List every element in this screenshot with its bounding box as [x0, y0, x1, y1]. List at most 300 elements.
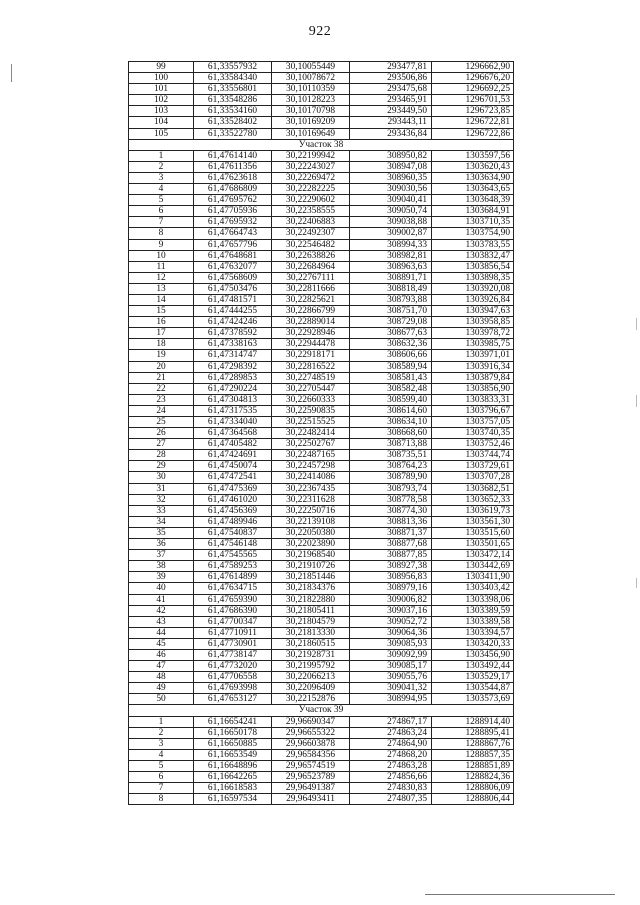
latitude-cell: 61,33528402	[194, 117, 272, 128]
longitude-cell: 30,22414086	[272, 472, 350, 483]
coord-y-cell: 1303456,90	[432, 649, 514, 660]
latitude-cell: 61,47623618	[194, 172, 272, 183]
longitude-cell: 30,22358555	[272, 206, 350, 217]
coord-x-cell: 308793,74	[350, 483, 432, 494]
latitude-cell: 61,47545565	[194, 550, 272, 561]
longitude-cell: 30,22139108	[272, 516, 350, 527]
table-row	[129, 539, 514, 550]
table-row	[129, 672, 514, 683]
latitude-cell: 61,47738147	[194, 649, 272, 660]
point-number-cell: 17	[129, 328, 194, 339]
longitude-cell: 30,21851446	[272, 572, 350, 583]
latitude-cell: 61,47289853	[194, 372, 272, 383]
latitude-cell: 61,47450074	[194, 461, 272, 472]
table-row	[129, 727, 514, 738]
coord-x-cell: 308614,60	[350, 405, 432, 416]
coord-y-cell: 1303544,87	[432, 683, 514, 694]
point-number-cell: 29	[129, 461, 194, 472]
point-number-cell: 49	[129, 683, 194, 694]
coord-y-cell: 1303515,60	[432, 527, 514, 538]
longitude-cell: 30,22811666	[272, 283, 350, 294]
point-number-cell: 104	[129, 117, 194, 128]
table-row	[129, 339, 514, 350]
longitude-cell: 30,22406883	[272, 217, 350, 228]
point-number-cell: 24	[129, 405, 194, 416]
latitude-cell: 61,47424246	[194, 317, 272, 328]
longitude-cell: 30,22889014	[272, 317, 350, 328]
coordinates-table-container	[128, 61, 513, 805]
point-number-cell: 48	[129, 672, 194, 683]
coord-y-cell: 1296723,85	[432, 106, 514, 117]
coord-y-cell: 1296722,81	[432, 117, 514, 128]
coord-y-cell: 1303879,84	[432, 372, 514, 383]
coord-y-cell: 1303648,39	[432, 195, 514, 206]
coord-x-cell: 308599,40	[350, 394, 432, 405]
coord-y-cell: 1303389,59	[432, 605, 514, 616]
table-row	[129, 561, 514, 572]
longitude-cell: 30,22023890	[272, 539, 350, 550]
longitude-cell: 30,22152876	[272, 694, 350, 705]
coord-y-cell: 1303398,06	[432, 594, 514, 605]
coord-y-cell: 1303573,69	[432, 694, 514, 705]
coord-y-cell: 1303744,74	[432, 450, 514, 461]
coord-y-cell: 1303740,35	[432, 428, 514, 439]
coord-x-cell: 274863,24	[350, 727, 432, 738]
longitude-cell: 30,22767111	[272, 272, 350, 283]
coordinates-table-body	[129, 62, 514, 805]
longitude-cell: 30,22311628	[272, 494, 350, 505]
longitude-cell: 30,22096409	[272, 683, 350, 694]
table-row	[129, 439, 514, 450]
point-number-cell: 26	[129, 428, 194, 439]
table-row	[129, 516, 514, 527]
latitude-cell: 61,47475369	[194, 483, 272, 494]
coord-x-cell: 308877,85	[350, 550, 432, 561]
table-row	[129, 683, 514, 694]
longitude-cell: 29,96523789	[272, 772, 350, 783]
latitude-cell: 61,16653549	[194, 749, 272, 760]
coord-x-cell: 309064,36	[350, 627, 432, 638]
coord-y-cell: 1303620,43	[432, 161, 514, 172]
longitude-cell: 30,10128223	[272, 95, 350, 106]
table-row	[129, 428, 514, 439]
coord-y-cell: 1296662,90	[432, 62, 514, 73]
latitude-cell: 61,33534160	[194, 106, 272, 117]
table-row	[129, 461, 514, 472]
table-row	[129, 128, 514, 139]
longitude-cell: 30,22944478	[272, 339, 350, 350]
table-row	[129, 328, 514, 339]
coord-x-cell: 309050,74	[350, 206, 432, 217]
coord-x-cell: 308735,51	[350, 450, 432, 461]
point-number-cell: 40	[129, 583, 194, 594]
longitude-cell: 30,22825621	[272, 294, 350, 305]
table-row	[129, 117, 514, 128]
longitude-cell: 30,21804579	[272, 616, 350, 627]
coord-y-cell: 1288806,09	[432, 783, 514, 794]
point-number-cell: 33	[129, 505, 194, 516]
latitude-cell: 61,47705936	[194, 206, 272, 217]
coord-y-cell: 1288895,41	[432, 727, 514, 738]
table-row	[129, 172, 514, 183]
table-row	[129, 350, 514, 361]
latitude-cell: 61,47290224	[194, 383, 272, 394]
table-row	[129, 106, 514, 117]
latitude-cell: 61,47568609	[194, 272, 272, 283]
coord-y-cell: 1303985,75	[432, 339, 514, 350]
table-row	[129, 605, 514, 616]
coord-x-cell: 274868,20	[350, 749, 432, 760]
coord-y-cell: 1303947,63	[432, 306, 514, 317]
latitude-cell: 61,47648681	[194, 250, 272, 261]
coord-x-cell: 308818,49	[350, 283, 432, 294]
coord-x-cell: 309006,82	[350, 594, 432, 605]
latitude-cell: 61,47424691	[194, 450, 272, 461]
table-row	[129, 250, 514, 261]
point-number-cell: 18	[129, 339, 194, 350]
coord-x-cell: 274867,17	[350, 716, 432, 727]
point-number-cell: 4	[129, 184, 194, 195]
latitude-cell: 61,16618583	[194, 783, 272, 794]
latitude-cell: 61,47632077	[194, 261, 272, 272]
longitude-cell: 30,22050380	[272, 527, 350, 538]
point-number-cell: 34	[129, 516, 194, 527]
point-number-cell: 31	[129, 483, 194, 494]
coord-x-cell: 308677,63	[350, 328, 432, 339]
table-row	[129, 294, 514, 305]
coord-x-cell: 308947,08	[350, 161, 432, 172]
latitude-cell: 61,16654241	[194, 716, 272, 727]
coord-y-cell: 1303926,84	[432, 294, 514, 305]
point-number-cell: 3	[129, 738, 194, 749]
longitude-cell: 30,22243027	[272, 161, 350, 172]
longitude-cell: 29,96603878	[272, 738, 350, 749]
coord-y-cell: 1303682,51	[432, 483, 514, 494]
coord-y-cell: 1303420,33	[432, 638, 514, 649]
coordinates-table	[128, 61, 514, 805]
coord-y-cell: 1303754,90	[432, 228, 514, 239]
latitude-cell: 61,33557932	[194, 62, 272, 73]
longitude-cell: 30,22199942	[272, 150, 350, 161]
point-number-cell: 2	[129, 727, 194, 738]
coord-x-cell: 274864,90	[350, 738, 432, 749]
latitude-cell: 61,47304813	[194, 394, 272, 405]
latitude-cell: 61,33522780	[194, 128, 272, 139]
latitude-cell: 61,16642265	[194, 772, 272, 783]
point-number-cell: 3	[129, 172, 194, 183]
coord-y-cell: 1303916,34	[432, 361, 514, 372]
latitude-cell: 61,47664743	[194, 228, 272, 239]
longitude-cell: 30,22269472	[272, 172, 350, 183]
latitude-cell: 61,33556801	[194, 84, 272, 95]
longitude-cell: 30,22515525	[272, 417, 350, 428]
latitude-cell: 61,47314747	[194, 350, 272, 361]
point-number-cell: 16	[129, 317, 194, 328]
coord-x-cell: 308751,70	[350, 306, 432, 317]
table-row	[129, 317, 514, 328]
longitude-cell: 30,22918171	[272, 350, 350, 361]
scan-artifact-mark	[11, 64, 12, 82]
coord-y-cell: 1303729,61	[432, 461, 514, 472]
table-row	[129, 505, 514, 516]
coord-x-cell: 308982,81	[350, 250, 432, 261]
coord-y-cell: 1303796,67	[432, 405, 514, 416]
coord-y-cell: 1303597,56	[432, 150, 514, 161]
table-row	[129, 494, 514, 505]
coord-x-cell: 293449,50	[350, 106, 432, 117]
coord-y-cell: 1288824,36	[432, 772, 514, 783]
table-row	[129, 150, 514, 161]
coord-x-cell: 308927,38	[350, 561, 432, 572]
point-number-cell: 14	[129, 294, 194, 305]
latitude-cell: 61,47298392	[194, 361, 272, 372]
coord-x-cell: 309052,72	[350, 616, 432, 627]
coord-y-cell: 1296692,25	[432, 84, 514, 95]
coord-x-cell: 308960,35	[350, 172, 432, 183]
latitude-cell: 61,47472541	[194, 472, 272, 483]
latitude-cell: 61,16648896	[194, 760, 272, 771]
longitude-cell: 29,96655322	[272, 727, 350, 738]
longitude-cell: 29,96690347	[272, 716, 350, 727]
latitude-cell: 61,47700347	[194, 616, 272, 627]
longitude-cell: 30,22660333	[272, 394, 350, 405]
latitude-cell: 61,47317535	[194, 405, 272, 416]
longitude-cell: 30,10169209	[272, 117, 350, 128]
latitude-cell: 61,47444255	[194, 306, 272, 317]
coord-y-cell: 1303411,90	[432, 572, 514, 583]
point-number-cell: 100	[129, 73, 194, 84]
table-row	[129, 62, 514, 73]
longitude-cell: 30,21834376	[272, 583, 350, 594]
latitude-cell: 61,47695932	[194, 217, 272, 228]
coord-x-cell: 309085,17	[350, 661, 432, 672]
table-row	[129, 694, 514, 705]
coord-x-cell: 309092,99	[350, 649, 432, 660]
longitude-cell: 30,10110359	[272, 84, 350, 95]
longitude-cell: 30,22866799	[272, 306, 350, 317]
latitude-cell: 61,16650178	[194, 727, 272, 738]
coord-x-cell: 309038,88	[350, 217, 432, 228]
point-number-cell: 2	[129, 161, 194, 172]
latitude-cell: 61,47589253	[194, 561, 272, 572]
table-row	[129, 161, 514, 172]
longitude-cell: 30,22457298	[272, 461, 350, 472]
table-row	[129, 239, 514, 250]
longitude-cell: 30,10170798	[272, 106, 350, 117]
longitude-cell: 30,21813330	[272, 627, 350, 638]
latitude-cell: 61,16597534	[194, 794, 272, 805]
table-row	[129, 472, 514, 483]
coord-x-cell: 308713,88	[350, 439, 432, 450]
table-row	[129, 738, 514, 749]
point-number-cell: 45	[129, 638, 194, 649]
point-number-cell: 41	[129, 594, 194, 605]
coord-x-cell: 308589,94	[350, 361, 432, 372]
point-number-cell: 30	[129, 472, 194, 483]
longitude-cell: 29,96491387	[272, 783, 350, 794]
table-row	[129, 483, 514, 494]
longitude-cell: 30,21995792	[272, 661, 350, 672]
table-row	[129, 638, 514, 649]
table-row	[129, 394, 514, 405]
coord-y-cell: 1288857,35	[432, 749, 514, 760]
point-number-cell: 35	[129, 527, 194, 538]
coord-x-cell: 274856,66	[350, 772, 432, 783]
coord-x-cell: 308581,43	[350, 372, 432, 383]
coord-y-cell: 1288867,76	[432, 738, 514, 749]
latitude-cell: 61,47338163	[194, 339, 272, 350]
coord-y-cell: 1303394,57	[432, 627, 514, 638]
coord-x-cell: 308634,10	[350, 417, 432, 428]
coord-y-cell: 1303389,58	[432, 616, 514, 627]
scan-edge-mark	[636, 578, 637, 588]
table-row	[129, 783, 514, 794]
longitude-cell: 30,21968540	[272, 550, 350, 561]
coord-x-cell: 308871,37	[350, 527, 432, 538]
coord-y-cell: 1303783,55	[432, 239, 514, 250]
longitude-cell: 30,22482414	[272, 428, 350, 439]
coord-y-cell: 1303472,14	[432, 550, 514, 561]
table-row	[129, 195, 514, 206]
coord-y-cell: 1303652,33	[432, 494, 514, 505]
longitude-cell: 30,10055449	[272, 62, 350, 73]
table-row	[129, 716, 514, 727]
coord-y-cell: 1288851,89	[432, 760, 514, 771]
coord-y-cell: 1303501,65	[432, 539, 514, 550]
point-number-cell: 99	[129, 62, 194, 73]
coord-x-cell: 308668,60	[350, 428, 432, 439]
scan-edge-mark	[636, 395, 637, 407]
point-number-cell: 23	[129, 394, 194, 405]
table-row	[129, 283, 514, 294]
point-number-cell: 103	[129, 106, 194, 117]
table-row	[129, 306, 514, 317]
longitude-cell: 30,21805411	[272, 605, 350, 616]
coord-x-cell: 308789,90	[350, 472, 432, 483]
coord-x-cell: 308994,95	[350, 694, 432, 705]
coord-x-cell: 309002,87	[350, 228, 432, 239]
page-number: 922	[308, 24, 332, 39]
coord-y-cell: 1303898,35	[432, 272, 514, 283]
coord-y-cell: 1303492,44	[432, 661, 514, 672]
longitude-cell: 30,22282225	[272, 184, 350, 195]
table-row	[129, 272, 514, 283]
table-row	[129, 405, 514, 416]
point-number-cell: 47	[129, 661, 194, 672]
coord-x-cell: 308582,48	[350, 383, 432, 394]
point-number-cell: 28	[129, 450, 194, 461]
point-number-cell: 19	[129, 350, 194, 361]
latitude-cell: 61,47503476	[194, 283, 272, 294]
longitude-cell: 30,22748519	[272, 372, 350, 383]
latitude-cell: 61,47489946	[194, 516, 272, 527]
longitude-cell: 30,22066213	[272, 672, 350, 683]
point-number-cell: 7	[129, 783, 194, 794]
table-row	[129, 450, 514, 461]
table-row	[129, 661, 514, 672]
coord-x-cell: 308764,23	[350, 461, 432, 472]
longitude-cell: 30,22250716	[272, 505, 350, 516]
point-number-cell: 10	[129, 250, 194, 261]
coord-y-cell: 1303442,69	[432, 561, 514, 572]
coord-x-cell: 308979,16	[350, 583, 432, 594]
longitude-cell: 30,22367435	[272, 483, 350, 494]
coord-y-cell: 1303971,01	[432, 350, 514, 361]
coord-x-cell: 293443,11	[350, 117, 432, 128]
coord-y-cell: 1303529,17	[432, 672, 514, 683]
point-number-cell: 21	[129, 372, 194, 383]
coord-x-cell: 308793,88	[350, 294, 432, 305]
coord-x-cell: 308774,30	[350, 505, 432, 516]
section-title: Участок 38	[129, 139, 514, 150]
latitude-cell: 61,47405482	[194, 439, 272, 450]
latitude-cell: 61,33548286	[194, 95, 272, 106]
coord-x-cell: 309085,93	[350, 638, 432, 649]
table-row	[129, 794, 514, 805]
table-row	[129, 550, 514, 561]
coord-x-cell: 308963,63	[350, 261, 432, 272]
latitude-cell: 61,47334040	[194, 417, 272, 428]
coord-x-cell: 308632,36	[350, 339, 432, 350]
latitude-cell: 61,47686390	[194, 605, 272, 616]
table-row	[129, 572, 514, 583]
point-number-cell: 7	[129, 217, 194, 228]
longitude-cell: 29,96574519	[272, 760, 350, 771]
point-number-cell: 42	[129, 605, 194, 616]
coord-y-cell: 1303403,42	[432, 583, 514, 594]
coord-y-cell: 1303856,54	[432, 261, 514, 272]
table-row	[129, 760, 514, 771]
latitude-cell: 61,47461020	[194, 494, 272, 505]
coord-x-cell: 308729,08	[350, 317, 432, 328]
latitude-cell: 61,47657796	[194, 239, 272, 250]
latitude-cell: 61,47540837	[194, 527, 272, 538]
coord-y-cell: 1303710,35	[432, 217, 514, 228]
longitude-cell: 30,22487165	[272, 450, 350, 461]
coord-x-cell: 309040,41	[350, 195, 432, 206]
coord-y-cell: 1303833,31	[432, 394, 514, 405]
table-row	[129, 206, 514, 217]
point-number-cell: 36	[129, 539, 194, 550]
coord-y-cell: 1303757,05	[432, 417, 514, 428]
coord-x-cell: 293475,68	[350, 84, 432, 95]
coord-y-cell: 1303958,85	[432, 317, 514, 328]
point-number-cell: 46	[129, 649, 194, 660]
point-number-cell: 15	[129, 306, 194, 317]
longitude-cell: 30,22684964	[272, 261, 350, 272]
coord-y-cell: 1303561,30	[432, 516, 514, 527]
latitude-cell: 61,33584340	[194, 73, 272, 84]
latitude-cell: 61,47695762	[194, 195, 272, 206]
coord-x-cell: 308950,82	[350, 150, 432, 161]
latitude-cell: 61,47732020	[194, 661, 272, 672]
point-number-cell: 1	[129, 150, 194, 161]
longitude-cell: 30,21910726	[272, 561, 350, 572]
coord-y-cell: 1296701,53	[432, 95, 514, 106]
coord-y-cell: 1296676,20	[432, 73, 514, 84]
coord-x-cell: 274830,83	[350, 783, 432, 794]
point-number-cell: 105	[129, 128, 194, 139]
point-number-cell: 11	[129, 261, 194, 272]
coord-y-cell: 1303832,47	[432, 250, 514, 261]
point-number-cell: 4	[129, 749, 194, 760]
latitude-cell: 61,47706558	[194, 672, 272, 683]
point-number-cell: 1	[129, 716, 194, 727]
point-number-cell: 37	[129, 550, 194, 561]
coord-y-cell: 1303634,90	[432, 172, 514, 183]
coord-x-cell: 293506,86	[350, 73, 432, 84]
longitude-cell: 30,22816522	[272, 361, 350, 372]
